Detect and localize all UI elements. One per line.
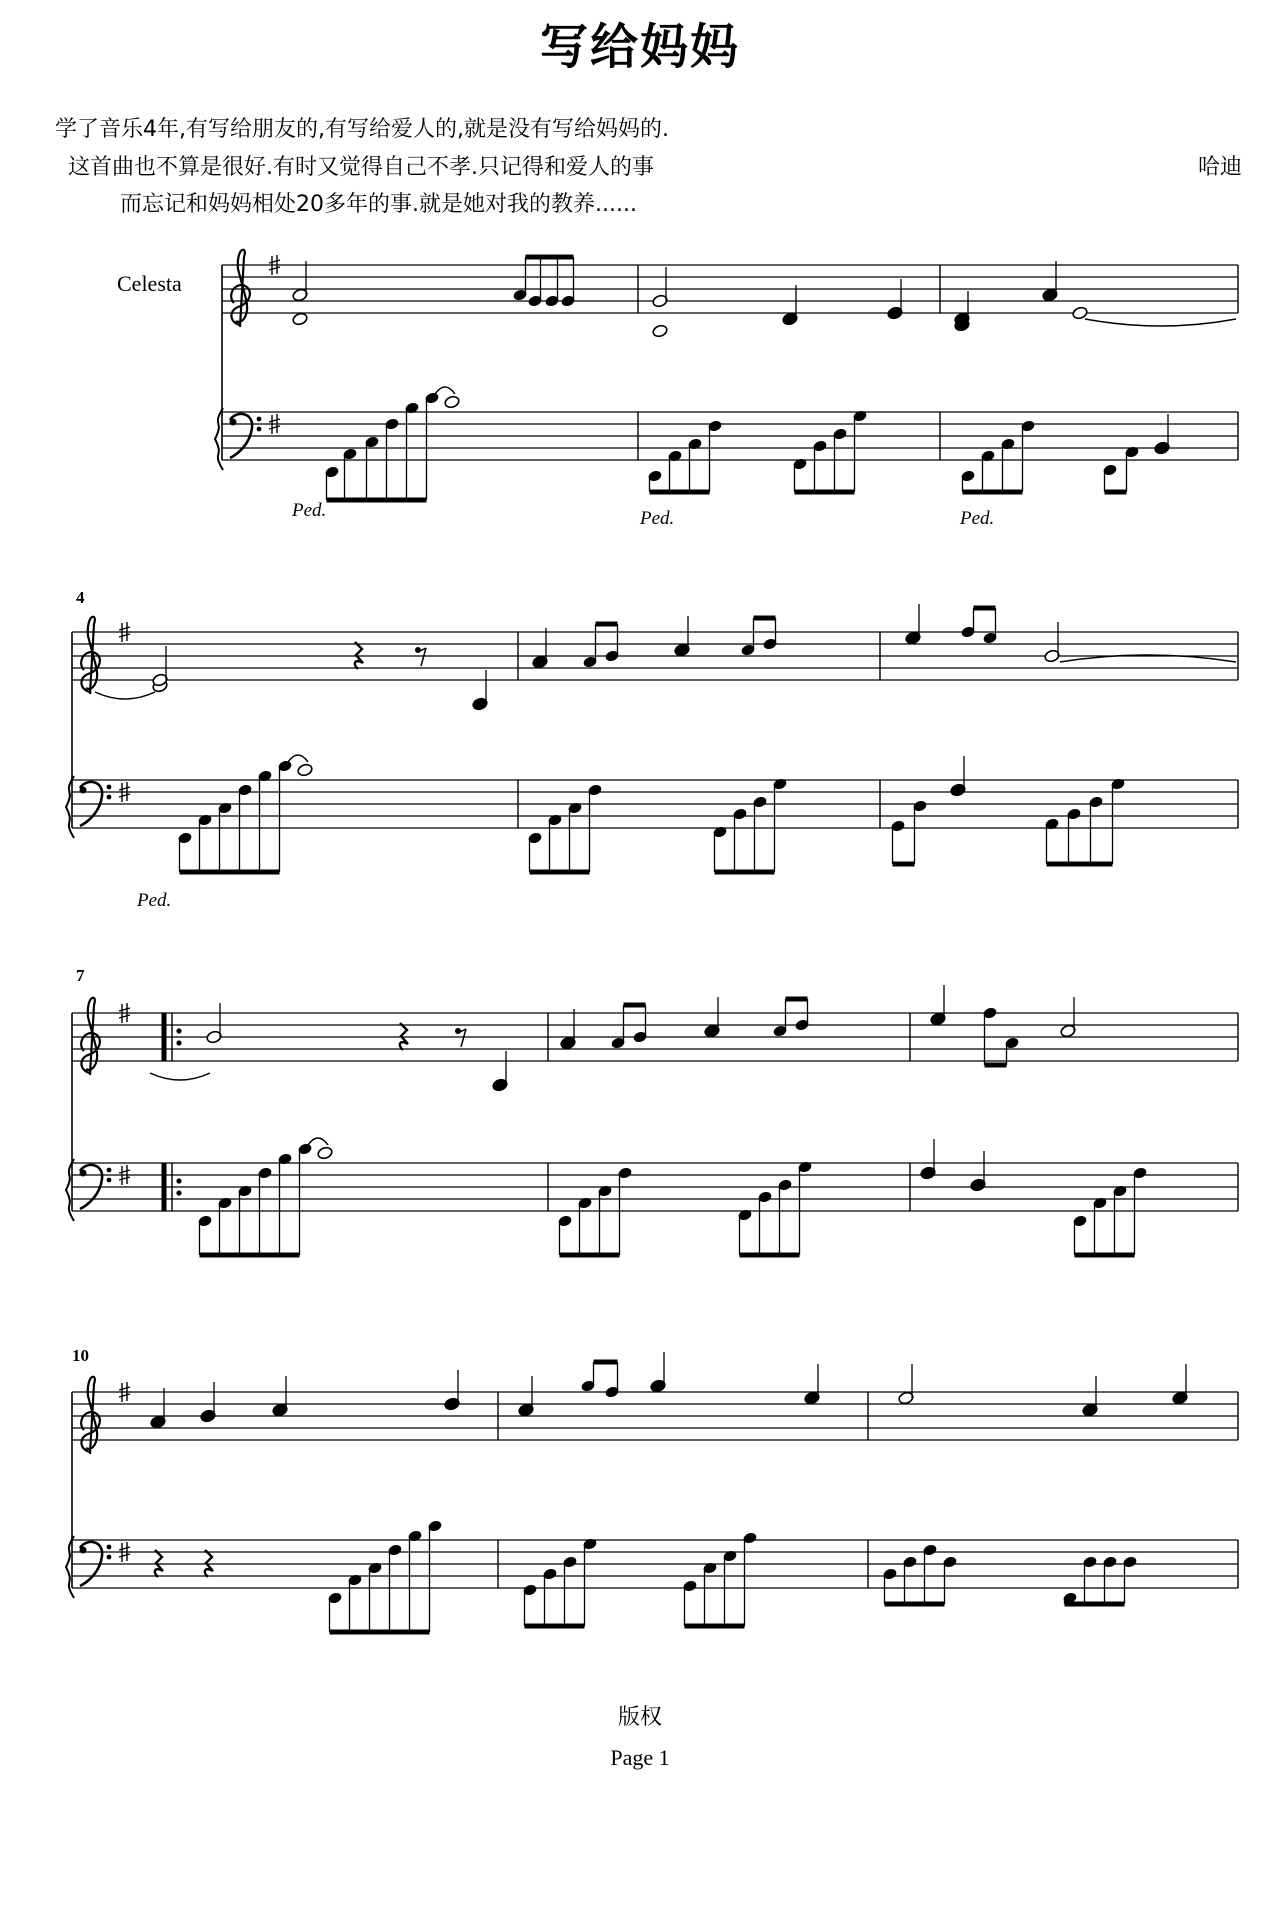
bass-clef-icon	[107, 1168, 112, 1173]
treble-clef-icon	[81, 1377, 100, 1454]
preface-line-1: 学了音乐4年,有写给朋友的,有写给爱人的,就是没有写给妈妈的.	[55, 117, 669, 142]
note-head	[652, 324, 669, 338]
tie-arc	[288, 755, 308, 762]
treble-clef-icon	[81, 617, 100, 694]
pedal-mark: Ped.	[292, 500, 327, 521]
eighth-rest-icon	[415, 647, 421, 653]
instrument-label: Celesta	[117, 271, 182, 296]
tie-arc	[95, 692, 155, 699]
bass-clef-icon	[257, 417, 262, 422]
copyright-label: 版权	[617, 1705, 662, 1730]
bass-clef-icon	[80, 1547, 87, 1554]
measure-number-10: 10	[72, 1346, 89, 1365]
brace-icon	[66, 1159, 74, 1221]
repeat-dot	[176, 1028, 181, 1033]
pedal-mark: Ped.	[960, 508, 995, 529]
bass-clef-icon	[257, 427, 262, 432]
note-head	[292, 312, 309, 326]
pedal-mark: Ped.	[640, 508, 675, 529]
note-head	[317, 1146, 334, 1160]
bass-clef-icon	[107, 785, 112, 790]
bass-clef-icon	[80, 787, 87, 794]
measure-number-7: 7	[76, 966, 85, 985]
bass-clef-icon	[107, 1545, 112, 1550]
bass-clef-icon	[107, 795, 112, 800]
eighth-rest-icon	[455, 1028, 461, 1034]
note-head	[444, 395, 461, 409]
bass-clef-icon	[107, 1555, 112, 1560]
note-head	[297, 763, 314, 777]
page-number: Page 1	[610, 1745, 670, 1770]
preface-line-3: 而忘记和妈妈相处20多年的事.就是她对我的教养......	[120, 192, 637, 217]
tie-arc	[1085, 319, 1236, 326]
preface-line-2: 这首曲也不算是很好.有时又觉得自己不孝.只记得和爱人的事	[68, 155, 654, 180]
treble-clef-icon	[81, 998, 100, 1075]
measure-number-4: 4	[76, 588, 85, 607]
bass-clef-icon	[107, 1178, 112, 1183]
pedal-mark: Ped.	[137, 890, 172, 911]
tie-arc	[150, 1073, 210, 1080]
treble-clef-icon	[231, 250, 250, 327]
bass-clef-icon	[230, 419, 237, 426]
repeat-dot	[176, 1190, 181, 1195]
brace-icon	[66, 776, 74, 838]
tie-arc	[435, 387, 455, 394]
composer-name: 哈迪	[1198, 155, 1243, 180]
bass-clef-icon	[80, 1170, 87, 1177]
repeat-dot	[176, 1178, 181, 1183]
score-title: 写给妈妈	[539, 19, 740, 75]
tie-arc	[308, 1138, 328, 1145]
brace-icon	[66, 1536, 74, 1598]
note-head	[1072, 306, 1089, 320]
repeat-dot	[176, 1040, 181, 1045]
